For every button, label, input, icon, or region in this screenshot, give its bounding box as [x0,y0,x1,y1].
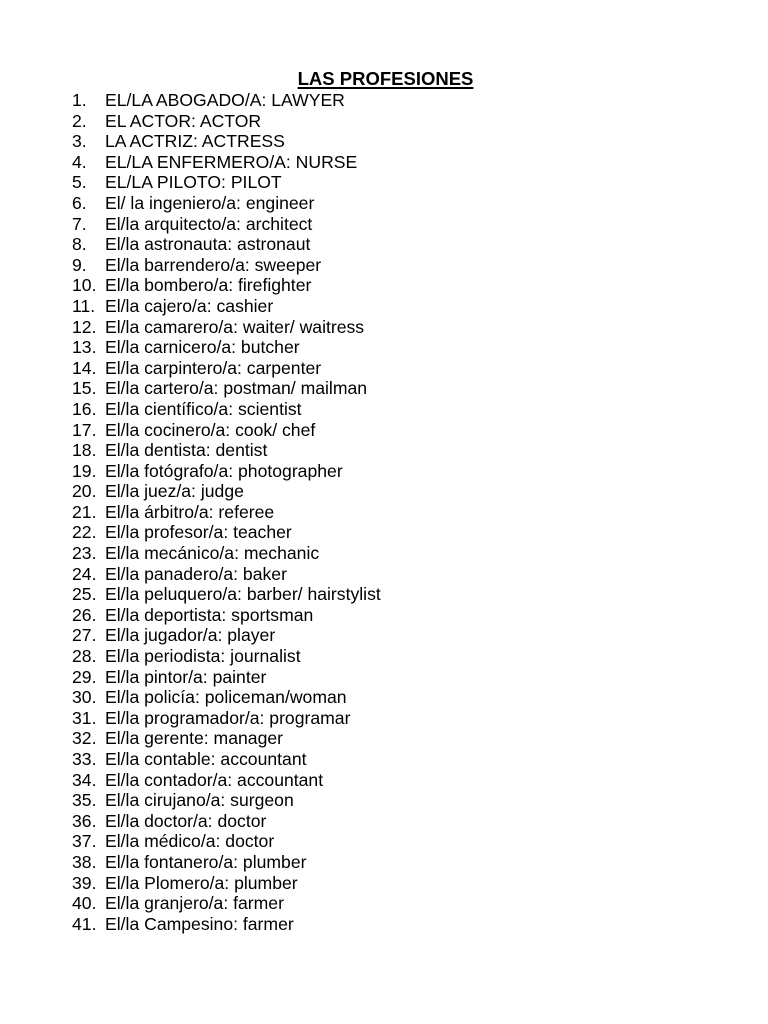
item-text: El/la carnicero/a: butcher [105,337,300,358]
item-text: El/la granjero/a: farmer [105,893,284,914]
item-number: 39. [72,872,97,893]
item-number: 13. [72,337,97,358]
item-text: El/la bombero/a: firefighter [105,275,312,296]
item-number: 10. [72,275,97,296]
item-text: EL ACTOR: ACTOR [105,110,262,131]
item-number: 23. [72,543,97,564]
item-text: El/la cirujano/a: surgeon [105,790,294,811]
item-number: 21. [72,501,97,522]
item-text: El/la Plomero/a: plumber [105,872,298,893]
item-text: El/la mecánico/a: mechanic [105,543,320,564]
item-text: EL/LA ABOGADO/A: LAWYER [105,90,345,110]
item-number: 14. [72,357,97,378]
item-number: 18. [72,440,97,461]
item-text: El/la camarero/a: waiter/ waitress [105,316,365,337]
item-text: El/la científico/a: scientist [105,398,302,419]
item-text: El/la peluquero/a: barber/ hairstylist [105,584,381,605]
item-number: 29. [72,666,97,687]
item-number: 5. [72,172,87,193]
item-number: 6. [72,192,87,213]
item-number: 26. [72,604,97,625]
item-number: 38. [72,851,97,872]
item-text: El/la árbitro/a: referee [105,501,275,522]
item-number: 20. [72,481,97,502]
item-text: El/la fotógrafo/a: photographer [105,460,343,481]
item-text: El/la panadero/a: baker [105,563,287,584]
item-number: 16. [72,398,97,419]
item-text: EL/LA PILOTO: PILOT [105,172,282,193]
item-number: 12. [72,316,97,337]
item-number: 8. [72,234,87,255]
page-title: LAS PROFESIONES [297,68,474,89]
item-text: El/la Campesino: farmer [105,913,294,934]
item-number: 2. [72,110,87,131]
item-number: 17. [72,419,97,440]
item-number: 36. [72,810,97,831]
item-text: El/la cajero/a: cashier [105,295,274,316]
item-text: El/la juez/a: judge [105,481,244,502]
item-number: 28. [72,646,97,667]
item-text: El/la arquitecto/a: architect [105,213,313,234]
item-text: El/la periodista: journalist [105,646,301,667]
item-text: El/la deportista: sportsman [105,604,314,625]
item-number: 25. [72,584,97,605]
item-number: 11. [72,295,96,316]
item-number: 7. [72,213,87,234]
item-text: El/la contable: accountant [105,749,307,769]
item-number: 30. [72,687,97,708]
item-text: El/la profesor/a: teacher [105,522,292,543]
item-number: 4. [72,151,87,172]
item-text: El/la jugador/a: player [105,625,276,646]
item-text: El/la pintor/a: painter [105,666,267,687]
item-number: 33. [72,749,97,769]
item-number: 22. [72,522,97,543]
item-text: El/la astronauta: astronaut [105,234,311,255]
item-number: 41. [72,913,97,934]
item-text: El/la doctor/a: doctor [105,810,267,831]
item-number: 24. [72,563,97,584]
item-text: El/la policía: policeman/woman [105,687,347,708]
item-text: El/la gerente: manager [105,728,283,749]
item-number: 9. [72,254,87,275]
item-text: El/la cocinero/a: cook/ chef [105,419,316,440]
item-text: El/la programador/a: programar [105,707,351,728]
item-text: El/la fontanero/a: plumber [105,851,307,872]
item-number: 31. [72,707,97,728]
item-text: El/la contador/a: accountant [105,769,324,790]
item-number: 15. [72,378,97,399]
item-text: El/la cartero/a: postman/ mailman [105,378,368,399]
item-number: 34. [72,769,97,790]
item-number: 3. [72,131,87,152]
item-text: El/la barrendero/a: sweeper [105,254,322,275]
item-text: El/la médico/a: doctor [105,831,275,852]
item-number: 19. [72,460,97,481]
item-text: LA ACTRIZ: ACTRESS [105,131,285,152]
item-text: El/ la ingeniero/a: engineer [105,192,315,213]
item-number: 32. [72,728,97,749]
item-number: 40. [72,893,97,914]
item-text: El/la dentista: dentist [105,440,268,461]
item-text: EL/LA ENFERMERO/A: NURSE [105,151,358,172]
item-number: 35. [72,790,97,811]
item-text: El/la carpintero/a: carpenter [105,357,322,378]
item-number: 1. [72,90,87,110]
item-number: 27. [72,625,97,646]
item-number: 37. [72,831,97,852]
